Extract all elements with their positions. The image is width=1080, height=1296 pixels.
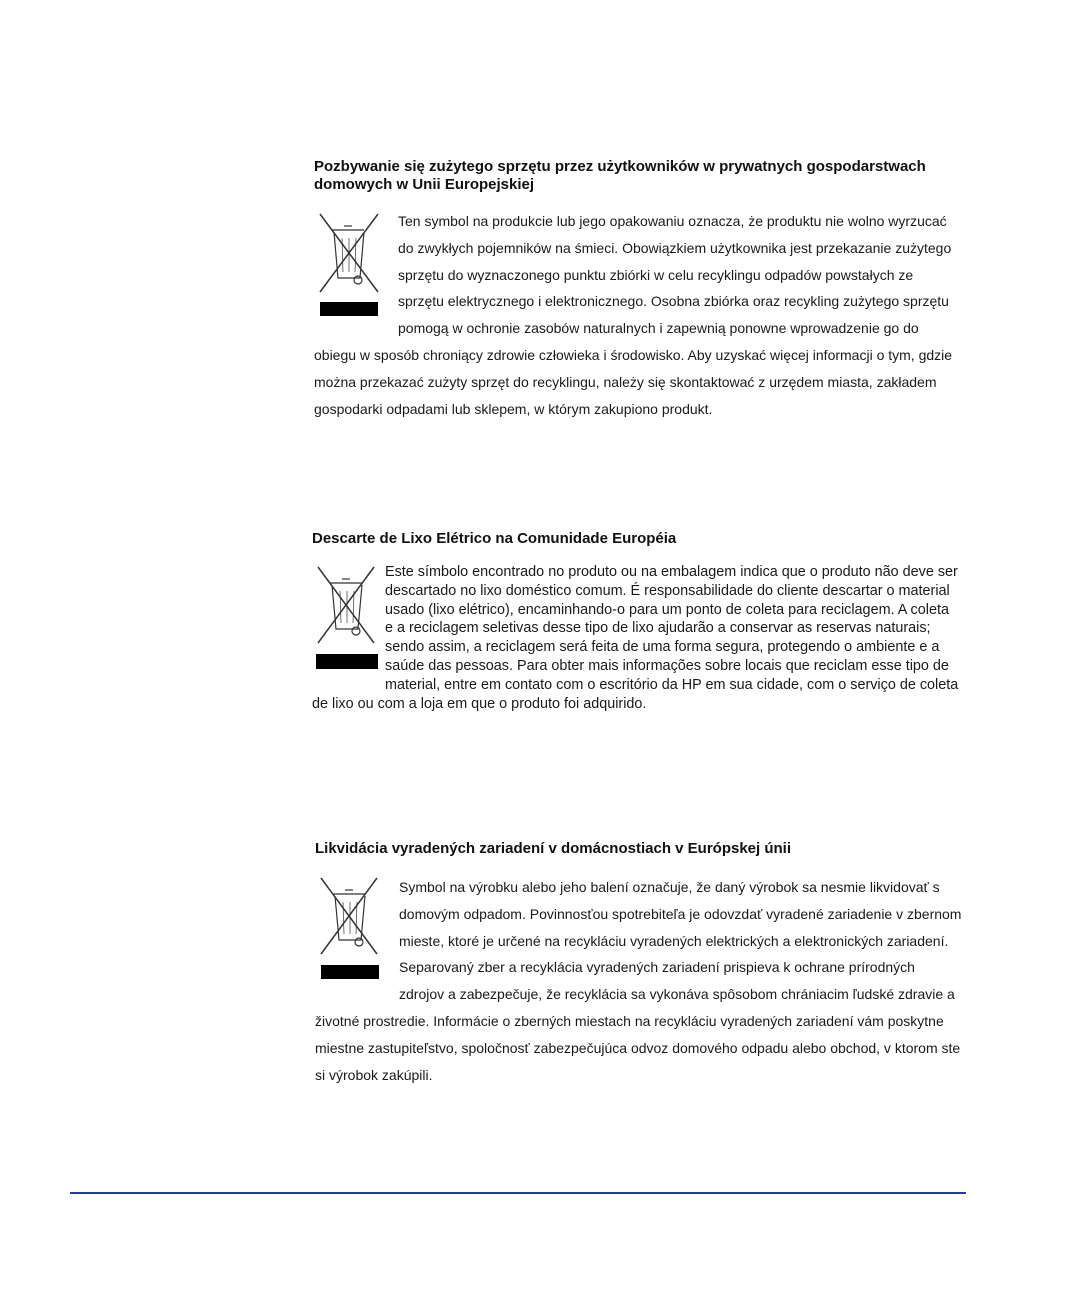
footer-rule bbox=[70, 1192, 966, 1194]
section-text: Ten symbol na produkcie lub jego opakowaniu oznacza, że produktu nie wolno wyrzucać do zwykłych pojemników na śmieci. Obowiązkiem użytkownika jest przekazanie zużytego sprzętu do wyznaczonego punktu zbiórki w celu recyklingu odpadów powstałych ze sprzętu elektrycznego i elektronicznego. Osobna zbiórka oraz recykling zużytego sprzętu pomogą w ochronie zasobów naturalnych i zapewnią ponowne wprowadzenie go do obiegu w sposób chroniący zdrowie człowieka i środowisko. Aby uzyskać więcej informacji o tym, gdzie można przekazać zużyty sprzęt do recyklingu, należy się skontaktować z urzędem miasta, zakładem gospodarki odpadami lub sklepem, w którym zakupiono produkt. bbox=[314, 213, 953, 417]
section-title: Pozbywanie się zużytego sprzętu przez użytkowników w prywatnych gospodarstwach domowych w Unii Europejskiej bbox=[314, 158, 926, 193]
weee-section-polish bbox=[314, 158, 962, 422]
weee-section-slovak bbox=[315, 840, 963, 1088]
section-title: Likvidácia vyradených zariadení v domácnostiach v Európskej únii bbox=[315, 840, 792, 857]
solid-bar-mark bbox=[321, 965, 379, 979]
crossed-out-wheeled-bin-icon bbox=[312, 563, 385, 676]
section-text: Este símbolo encontrado no produto ou na embalagem indica que o produto não deve ser descartado no lixo doméstico comum. É responsabilidade do cliente descartar o material usado (lixo elétrico), encaminhando-o para um ponto de coleta para reciclagem. A coleta e a reciclagem seletivas desse tipo de lixo ajudarão a conservar as reservas naturais; sendo assim, a reciclagem será feita de uma forma segura, protegendo o ambiente e a saúde das pessoas. Para obter mais informações sobre locais que reciclam esse tipo de material, entre em contato com o escritório da HP em sua cidade, com o serviço de coleta de lixo ou com a loja em que o produto foi adquirido. bbox=[312, 564, 959, 712]
weee-section-portuguese bbox=[312, 530, 960, 713]
section-body bbox=[312, 563, 960, 713]
solid-bar-mark bbox=[320, 302, 378, 316]
section-body bbox=[315, 874, 963, 1088]
section-body bbox=[314, 208, 962, 422]
section-title: Descarte de Lixo Elétrico na Comunidade Européia bbox=[312, 530, 677, 547]
crossed-out-wheeled-bin-icon bbox=[315, 874, 399, 994]
section-text: Symbol na výrobku alebo jeho balení označuje, že daný výrobok sa nesmie likvidovať s domovým odpadom. Povinnosťou spotrebiteľa je odovzdať vyradené zariadenie v zbernom mieste, ktoré je určené na recykláciu vyradených elektrických a elektronických zariadení. Separovaný zber a recyklácia vyradených zariadení prispieva k ochrane prírodných zdrojov a zabezpečuje, že recyklácia sa vykonáva spôsobom chrániacim ľudské zdravie a životné prostredie. Informácie o zberných miestach na recykláciu vyradených zariadení vám poskytne miestne zastupiteľstvo, spoločnosť zabezpečujúca odvoz domového odpadu alebo obchod, v ktorom ste si výrobok zakúpili. bbox=[315, 879, 962, 1083]
crossed-out-wheeled-bin-icon bbox=[314, 208, 398, 328]
solid-bar-mark bbox=[316, 654, 378, 669]
